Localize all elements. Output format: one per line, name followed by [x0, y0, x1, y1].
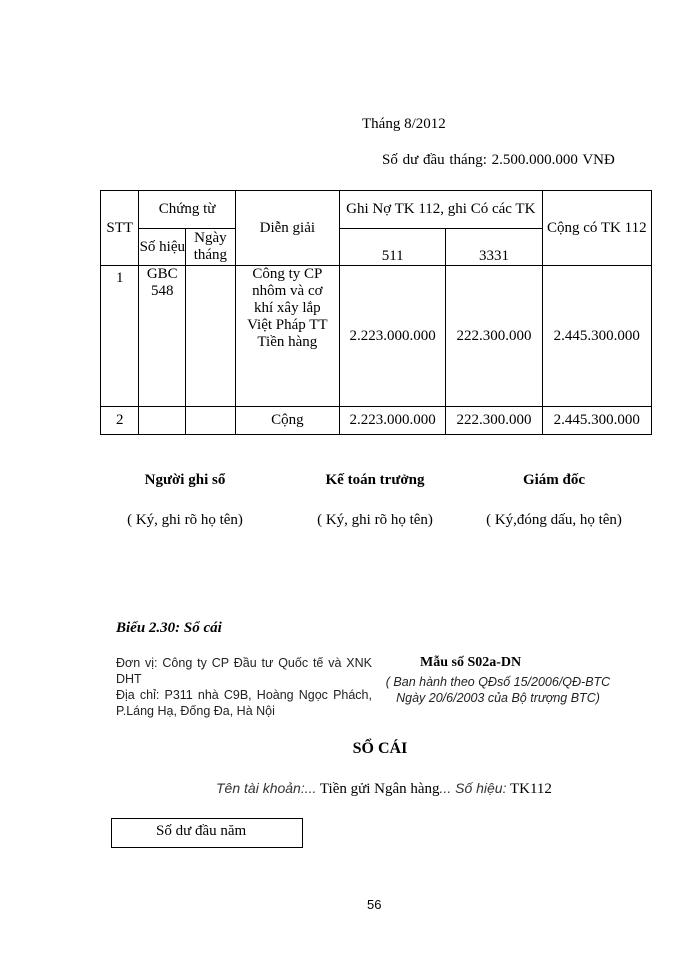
row-dien-giai-line: Tiền hàng: [257, 334, 318, 350]
account-name-label: Tên tài khoản:...: [216, 780, 317, 796]
account-number-value: TK112: [506, 781, 552, 797]
ban-hanh-line: ( Ban hành theo QĐsố 15/2006/QĐ-BTC: [385, 675, 611, 689]
header-3331: 3331: [446, 229, 542, 266]
row-dien-giai-line: nhôm và cơ: [252, 283, 323, 299]
signature-title-nguoi-ghi-so: Người ghi sổ: [144, 472, 226, 488]
total-ngay-thang: [186, 407, 236, 435]
don-vi: Đơn vị: Công ty CP Đầu tư Quốc tế và XNK DHT: [116, 656, 372, 686]
page-number: 56: [367, 897, 382, 912]
row-cong-co: 2.445.300.000: [542, 266, 651, 407]
so-du-dau-nam-box: [111, 818, 303, 848]
ledger-table: [100, 190, 652, 435]
row-so-hieu-line: 548: [151, 283, 174, 299]
total-stt: 2: [101, 407, 139, 435]
header-dien-giai: Diễn giải: [235, 191, 339, 266]
header-so-hieu: Số hiệu: [139, 229, 186, 266]
company-info: [116, 655, 372, 719]
total-so-hieu: [139, 407, 186, 435]
row-so-hieu: [139, 266, 186, 407]
signature-title-giam-doc: Giám đốc: [522, 472, 586, 488]
header-chung-tu: Chứng từ: [139, 191, 235, 229]
signature-note-giam-doc: ( Ký,đóng dấu, họ tên): [486, 512, 622, 528]
total-tk511: 2.223.000.000: [340, 407, 446, 435]
header-cong-co: Cộng có TK 112: [542, 191, 651, 266]
account-number-label: ... Số hiệu:: [439, 780, 507, 796]
row-dien-giai: [235, 266, 339, 407]
signature-title-ke-toan-truong: Kế toán trưởng: [325, 472, 425, 488]
bieu-title: Biểu 2.30: Sổ cái: [116, 620, 222, 636]
ban-hanh: [368, 674, 628, 706]
row-ngay-thang: [186, 266, 236, 407]
header-ngay-thang: Ngày tháng: [186, 229, 236, 266]
row-dien-giai-line: Việt Pháp TT: [247, 317, 328, 333]
total-dien-giai: Cộng: [235, 407, 339, 435]
account-name-value: Tiền gửi Ngân hàng: [316, 781, 440, 797]
so-cai-title: SỔ CÁI: [352, 740, 408, 757]
opening-balance: Số dư đầu tháng: 2.500.000.000 VNĐ: [382, 152, 615, 168]
row-stt: 1: [101, 266, 139, 407]
row-dien-giai-line: Công ty CP: [252, 266, 323, 282]
so-du-dau-nam-label: Số dư đầu năm: [156, 823, 247, 839]
total-tk3331: 222.300.000: [446, 407, 542, 435]
mau-so: Mẫu số S02a-DN: [420, 655, 522, 670]
header-ghi-no: Ghi Nợ TK 112, ghi Có các TK: [340, 191, 543, 229]
table-row: [101, 407, 652, 435]
signature-note-nguoi-ghi-so: ( Ký, ghi rõ họ tên): [127, 512, 243, 528]
month-label: Tháng 8/2012: [362, 116, 446, 132]
header-511: 511: [340, 229, 446, 266]
signature-note-ke-toan-truong: ( Ký, ghi rõ họ tên): [317, 512, 433, 528]
row-tk3331: 222.300.000: [446, 266, 542, 407]
row-so-hieu-line: GBC: [146, 266, 178, 282]
table-row: [101, 266, 652, 407]
dia-chi: Địa chỉ: P311 nhà C9B, Hoàng Ngọc Phách, P.Láng Hạ, Đống Đa, Hà Nội: [116, 688, 372, 718]
total-cong-co: 2.445.300.000: [542, 407, 651, 435]
row-tk511: 2.223.000.000: [340, 266, 446, 407]
ban-hanh-line: Ngày 20/6/2003 của Bộ trượng BTC): [396, 691, 600, 705]
row-dien-giai-line: khí xây lắp: [254, 300, 321, 316]
header-stt: STT: [101, 191, 139, 266]
account-name-line: [216, 780, 552, 798]
